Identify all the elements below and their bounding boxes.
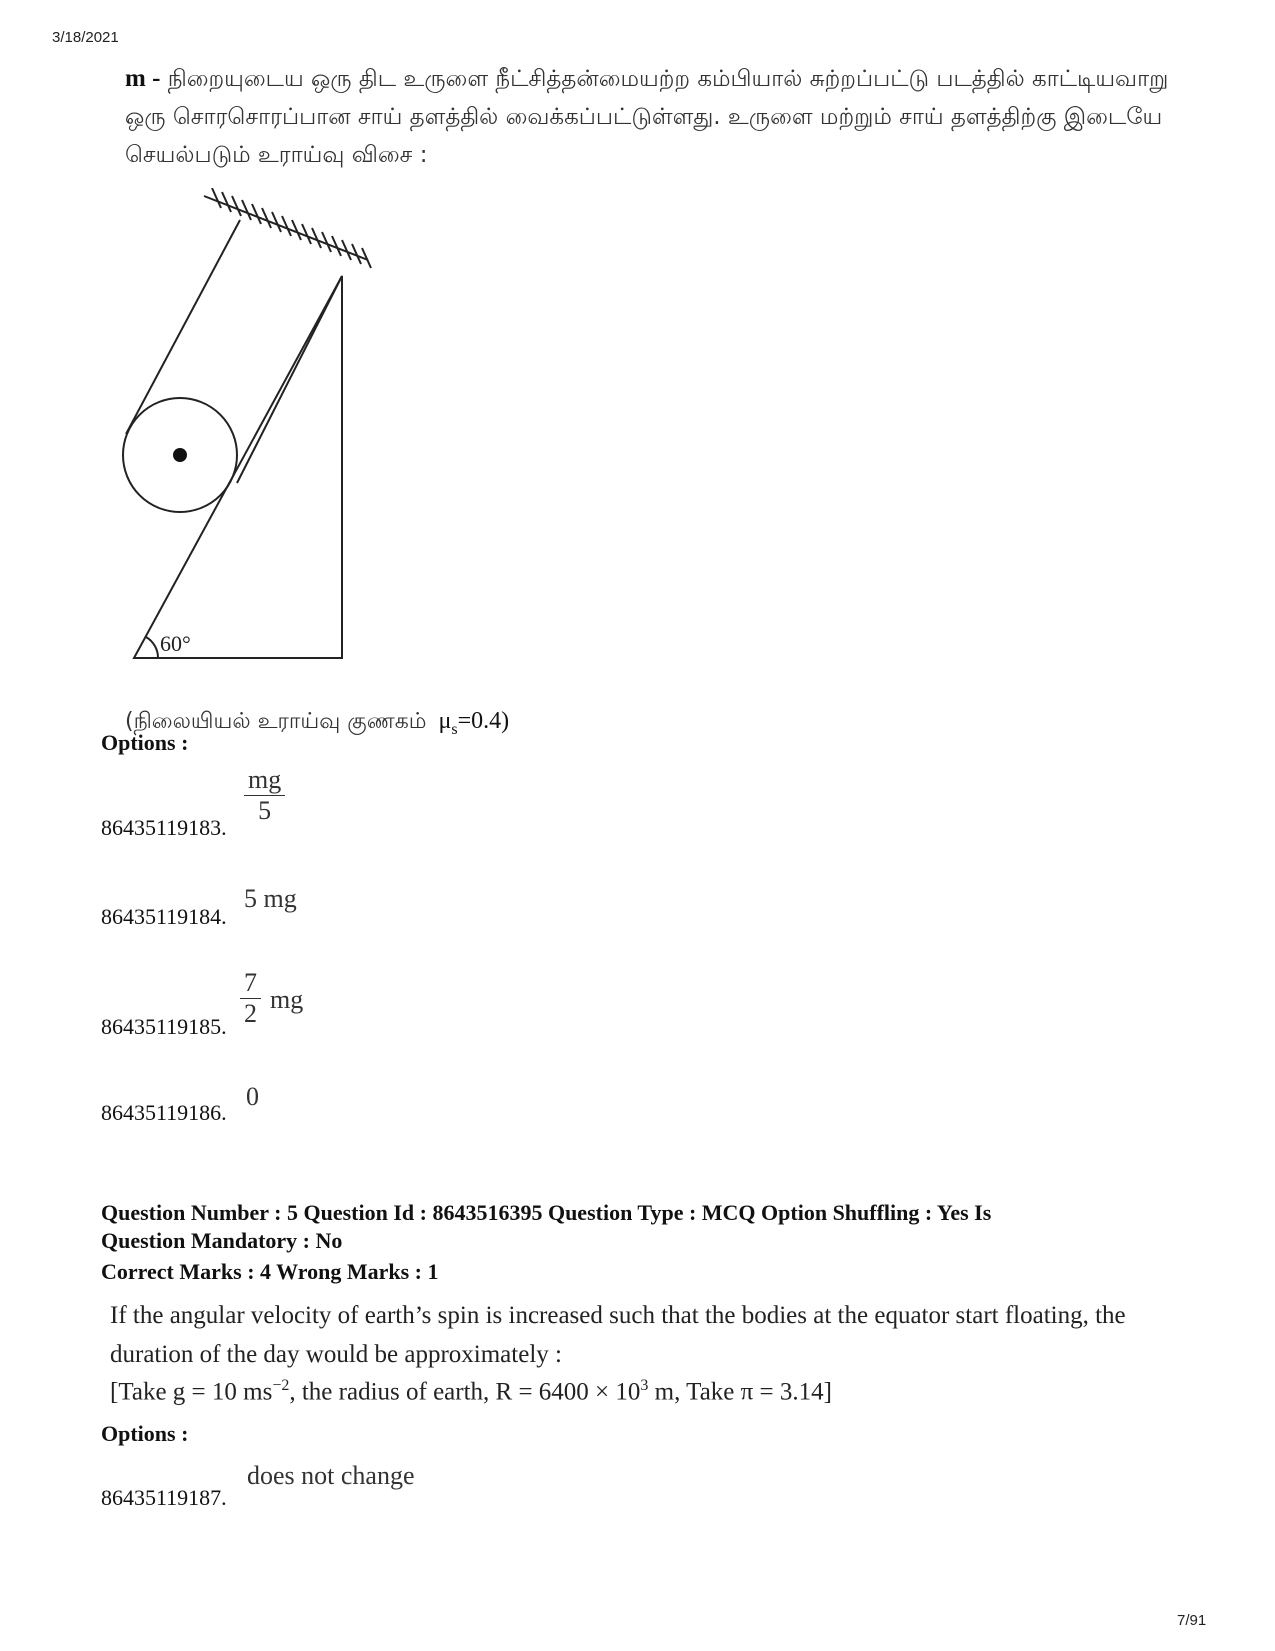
option-id: 86435119187. — [101, 1485, 227, 1510]
option-value: 5 mg — [244, 884, 297, 913]
question-meta-line1: Question Number : 5 Question Id : 8643516395 Question Type : MCQ Option Shuffling : Yes Is — [101, 1200, 992, 1225]
question-meta-line2: Question Mandatory : No — [101, 1228, 343, 1253]
options-heading: Options : — [101, 1421, 189, 1446]
constants-part-b: , the radius of earth, R = 6400 × 10 — [289, 1378, 641, 1406]
question5-text: If the angular velocity of earth’s spin is increased such that the bodies at the equator start floating, the duration of the day would be approximately : — [110, 1302, 1126, 1368]
page-number: 7/91 — [1177, 1612, 1207, 1629]
option-id: 86435119184. — [101, 904, 227, 929]
incline-triangle — [134, 276, 342, 658]
fraction-numerator: 7 — [240, 968, 261, 999]
question-lead: m - — [125, 65, 161, 92]
mu-subscript: s — [451, 720, 458, 738]
friction-coefficient — [438, 708, 510, 738]
option-fraction — [240, 968, 261, 1029]
option-id: 86435119185. — [101, 1014, 227, 1039]
mu-value: =0.4) — [457, 708, 510, 734]
question-marks: Correct Marks : 4 Wrong Marks : 1 — [101, 1259, 439, 1284]
friction-note-tamil: (நிலையியல் உராய்வு குணகம் — [125, 709, 427, 734]
angle-label: 60° — [160, 631, 191, 656]
inclined-plane-figure — [120, 188, 380, 678]
option-value: 0 — [246, 1082, 259, 1111]
fraction-denominator: 5 — [258, 796, 272, 825]
option-value: does not change — [247, 1461, 415, 1490]
option-suffix: mg — [270, 985, 304, 1014]
constants-part-a: [Take g = 10 ms — [110, 1378, 273, 1406]
string-upper — [126, 220, 240, 434]
constants-exp1: −2 — [272, 1377, 290, 1394]
print-date: 3/18/2021 — [52, 29, 119, 46]
question-text — [125, 60, 1205, 174]
options-heading: Options : — [101, 730, 189, 755]
question5-constants — [110, 1377, 832, 1406]
angle-arc — [146, 637, 158, 658]
fraction-numerator: mg — [244, 765, 285, 796]
constants-exp2: 3 — [640, 1377, 649, 1394]
cylinder-center — [173, 448, 187, 462]
question-text-tamil: நிறையுடைய ஒரு திட உருளை நீட்சித்தன்மையற்ற கம்பியால் சுற்றப்பட்டு படத்தில் காட்டியவாறு ஒரு சொரசொரப்பான சாய் தளத்தில் வைக்கப்பட்டுள்ளது. உருளை மற்றும் சாய் தளத்திற்கு இடையே செயல்படும் உராய்வு விசை : — [125, 66, 1169, 168]
constants-part-c: m, Take π = 3.14] — [648, 1378, 832, 1406]
fraction-denominator: 2 — [244, 999, 257, 1028]
mu-symbol: μ — [438, 708, 452, 734]
string-lower — [237, 276, 342, 483]
option-id: 86435119186. — [101, 1100, 227, 1125]
option-id: 86435119183. — [101, 815, 227, 840]
ceiling-hatching — [204, 188, 371, 268]
option-fraction — [244, 765, 285, 826]
